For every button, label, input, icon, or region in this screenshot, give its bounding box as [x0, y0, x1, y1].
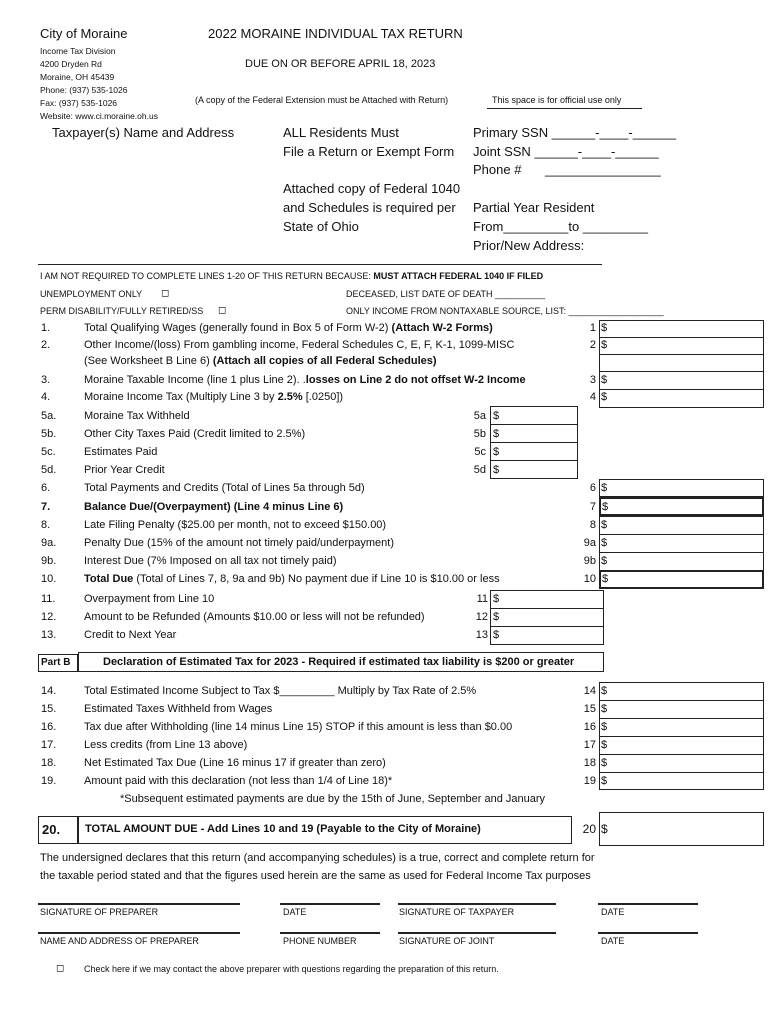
line-18-amount[interactable]: $: [601, 757, 608, 769]
residents-line-1: ALL Residents Must: [283, 125, 399, 140]
line-18-ref: 18: [583, 757, 596, 769]
line-17-number: 17.: [41, 739, 57, 751]
sig-preparer-label: SIGNATURE OF PREPARER: [40, 907, 159, 917]
subsequent-payments-note: *Subsequent estimated payments are due by the 15th of June, September and January: [120, 793, 545, 805]
line-5a-label: Moraine Tax Withheld: [84, 410, 190, 422]
phone-number-line[interactable]: [280, 932, 380, 934]
line-16-number: 16.: [41, 721, 57, 733]
line-2-sublabel: [84, 355, 437, 367]
line-15-amount[interactable]: $: [601, 703, 608, 715]
section-divider: [38, 264, 602, 265]
line-5a-number: 5a.: [41, 410, 57, 422]
line-8-number: 8.: [41, 519, 51, 531]
line-8-ref: 8: [589, 519, 596, 531]
line-1-number: 1.: [41, 322, 51, 334]
line-4-amount[interactable]: $: [601, 391, 608, 403]
declaration-line-1: The undersigned declares that this return (and accompanying schedules) is a true, correct and complete return for: [40, 852, 595, 864]
date-3-label: DATE: [601, 936, 625, 946]
line-12-ref: 12: [475, 611, 488, 623]
line-14-ref: 14: [583, 685, 596, 697]
line-13-ref: 13: [475, 629, 488, 641]
official-use-underline: [487, 108, 642, 109]
line-15-number: 15.: [41, 703, 57, 715]
fax: Fax: (937) 535-1026: [40, 98, 118, 108]
perm-disability-label: PERM DISABILITY/FULLY RETIRED/SS: [40, 306, 204, 316]
line-17-amount[interactable]: $: [601, 739, 608, 751]
line-15-label: Estimated Taxes Withheld from Wages: [84, 703, 273, 715]
taxpayer-label: Taxpayer(s) Name and Address: [52, 125, 235, 140]
phone-field[interactable]: ________________: [545, 162, 661, 177]
line-4-label: [84, 391, 343, 403]
row-divider: [599, 718, 764, 719]
line-2-sub-plain: (See Worksheet B Line 6): [84, 355, 213, 367]
lines-8-9-box: [599, 516, 764, 571]
line-6-label: Total Payments and Credits (Total of Lines 5a through 5d): [84, 482, 365, 494]
row-divider: [599, 354, 764, 355]
city-name: City of Moraine: [40, 26, 128, 41]
line-7-box: [599, 497, 764, 516]
line-8-label: Late Filing Penalty ($25.00 per month, not to exceed $150.00): [84, 519, 387, 531]
line-19-amount[interactable]: $: [601, 775, 608, 787]
line-1-ref: 1: [589, 322, 596, 334]
row-divider: [599, 736, 764, 737]
date-3-line[interactable]: [598, 932, 698, 934]
attached-line-1: Attached copy of Federal 1040: [283, 181, 461, 196]
line-3-label: [84, 374, 526, 386]
lines-1-4-amount-box: [599, 320, 764, 408]
line-20-label: TOTAL AMOUNT DUE - Add Lines 10 and 19 (Payable to the City of Moraine): [85, 823, 481, 835]
line-11-amount[interactable]: $: [493, 593, 500, 605]
line-18-label: Net Estimated Tax Due (Line 16 minus 17 if greater than zero): [84, 757, 386, 769]
row-divider: [599, 552, 764, 553]
line-13-number: 13.: [41, 629, 57, 641]
line-12-label: Amount to be Refunded (Amounts $10.00 or less will not be refunded): [84, 611, 425, 623]
line-2-label: Other Income/(loss) From gambling income, Federal Schedules C, E, F, K-1, 1099-MISC: [84, 339, 515, 351]
line-11-ref: 11: [476, 593, 488, 605]
exempt-heading-bold: MUST ATTACH FEDERAL 1040 IF FILED: [373, 271, 544, 281]
deceased-field[interactable]: DECEASED, LIST DATE OF DEATH __________: [346, 289, 546, 299]
line-5c-amount[interactable]: $: [493, 446, 500, 458]
line-1-label: [84, 322, 493, 334]
address-line-2: Moraine, OH 45439: [40, 72, 115, 82]
line-5a-amount[interactable]: $: [493, 410, 500, 422]
line-4-bold: 2.5%: [277, 391, 303, 403]
address-line-1: 4200 Dryden Rd: [40, 59, 102, 69]
line-5b-amount[interactable]: $: [493, 428, 500, 440]
row-divider: [599, 371, 764, 372]
line-9a-number: 9a.: [41, 537, 57, 549]
row-divider: [599, 754, 764, 755]
line-10-box: [599, 570, 764, 589]
row-divider: [490, 424, 578, 425]
line-5d-label: Prior Year Credit: [84, 464, 165, 476]
line-12-number: 12.: [41, 611, 57, 623]
row-divider: [490, 460, 578, 461]
exempt-heading: [40, 271, 543, 281]
line-10-amount[interactable]: $: [602, 573, 609, 585]
lines-11-13-amount-box: [490, 590, 604, 645]
part-b-label: Part B: [41, 657, 71, 668]
unemployment-only-label: UNEMPLOYMENT ONLY: [40, 289, 143, 299]
line-8-amount[interactable]: $: [601, 519, 608, 531]
line-5b-ref: 5b: [473, 428, 486, 440]
contact-preparer-checkbox[interactable]: ◻: [56, 963, 65, 974]
attached-line-2: and Schedules is required per: [283, 200, 456, 215]
line-6-amount[interactable]: $: [601, 482, 608, 494]
name-preparer-label: NAME AND ADDRESS OF PREPARER: [40, 936, 199, 946]
line-10-label: [84, 573, 500, 585]
line-9a-amount[interactable]: $: [601, 537, 608, 549]
line-3-bold: losses on Line 2 do not offset W-2 Income: [305, 374, 526, 386]
line-14-amount[interactable]: $: [601, 685, 608, 697]
line-14-label: Total Estimated Income Subject to Tax $_________ Multiply by Tax Rate of 2.5%: [84, 685, 477, 697]
line-20-amount[interactable]: $: [601, 822, 608, 836]
line-5d-amount[interactable]: $: [493, 464, 500, 476]
phone-label: Phone #: [473, 162, 522, 177]
line-11-label: Overpayment from Line 10: [84, 593, 215, 605]
date-2-line[interactable]: [598, 903, 698, 905]
division: Income Tax Division: [40, 46, 116, 56]
line-14-number: 14.: [41, 685, 57, 697]
line-1-amount[interactable]: $: [601, 322, 608, 334]
line-9b-ref: 9b: [583, 555, 596, 567]
extension-note: (A copy of the Federal Extension must be Attached with Return): [195, 95, 449, 105]
line-11-number: 11.: [41, 593, 56, 605]
line-5b-number: 5b.: [41, 428, 57, 440]
line-9a-label: Penalty Due (15% of the amount not timely paid/underpayment): [84, 537, 395, 549]
line-5d-ref: 5d: [473, 464, 486, 476]
line-16-amount[interactable]: $: [601, 721, 608, 733]
line-9b-number: 9b.: [41, 555, 57, 567]
exempt-heading-plain: I AM NOT REQUIRED TO COMPLETE LINES 1-20 OF THIS RETURN BECAUSE:: [40, 271, 374, 281]
date-1-line[interactable]: [280, 903, 380, 905]
line-2-sub-bold: (Attach all copies of all Federal Schedules): [212, 355, 437, 367]
sig-joint-label: SIGNATURE OF JOINT: [399, 936, 495, 946]
sig-joint-line[interactable]: [398, 932, 556, 934]
line-9b-label: Interest Due (7% Imposed on all tax not timely paid): [84, 555, 337, 567]
line-20-amount-box: [599, 812, 764, 846]
row-divider: [599, 700, 764, 701]
form-title: 2022 MORAINE INDIVIDUAL TAX RETURN: [208, 26, 463, 41]
sig-preparer-line[interactable]: [38, 903, 240, 905]
line-17-ref: 17: [583, 739, 596, 751]
line-16-ref: 16: [583, 721, 596, 733]
line-19-label: Amount paid with this declaration (not less than 1/4 of Line 18)*: [84, 775, 393, 787]
line-15-ref: 15: [583, 703, 596, 715]
line-12-amount[interactable]: $: [493, 611, 500, 623]
line-4-ref: 4: [589, 391, 596, 403]
line-5c-ref: 5c: [474, 446, 486, 458]
nontaxable-field[interactable]: ONLY INCOME FROM NONTAXABLE SOURCE, LIST: ___________________: [346, 306, 664, 316]
attached-line-3: State of Ohio: [283, 219, 359, 234]
row-divider: [490, 608, 604, 609]
line-19-number: 19.: [41, 775, 57, 787]
line-3-ref: 3: [589, 374, 596, 386]
partial-year-label: Partial Year Resident: [473, 200, 595, 215]
line-17-label: Less credits (from Line 13 above): [84, 739, 248, 751]
line-1-plain: Total Qualifying Wages (generally found in Box 5 of Form W-2): [84, 322, 392, 334]
line-7-number: 7.: [41, 501, 51, 513]
line-10-plain: (Total of Lines 7, 8, 9a and 9b) No payment due if Line 10 is $10.00 or less: [133, 573, 500, 585]
row-divider: [599, 337, 764, 338]
line-19-ref: 19: [583, 775, 596, 787]
prior-address-label: Prior/New Address:: [473, 238, 585, 253]
part-b-title: Declaration of Estimated Tax for 2023 - Required if estimated tax liability is $200 or greater: [103, 656, 575, 668]
line-6-number: 6.: [41, 482, 51, 494]
primary-ssn-field[interactable]: Primary SSN ______-____-______: [473, 125, 677, 140]
line-5d-number: 5d.: [41, 464, 57, 476]
phone-number-label: PHONE NUMBER: [283, 936, 357, 946]
line-5a-ref: 5a: [473, 410, 486, 422]
phone: Phone: (937) 535-1026: [40, 85, 128, 95]
line-4-plain: Moraine Income Tax (Multiply Line 3 by: [84, 391, 278, 403]
row-divider: [599, 389, 764, 390]
row-divider: [599, 772, 764, 773]
joint-ssn-field[interactable]: Joint SSN ______-____-______: [473, 144, 659, 159]
declaration-line-2: the taxable period stated and that the figures used herein are the same as used for Federal Income Tax purposes: [40, 870, 591, 882]
official-use-note: This space is for official use only: [492, 95, 622, 105]
date-1-label: DATE: [283, 907, 307, 917]
perm-disability-checkbox[interactable]: ◻: [218, 305, 227, 316]
line-13-amount[interactable]: $: [493, 629, 500, 641]
due-date: DUE ON OR BEFORE APRIL 18, 2023: [245, 58, 436, 70]
from-to-field[interactable]: From_________to _________: [473, 219, 648, 234]
name-preparer-line[interactable]: [38, 932, 240, 934]
line-1-bold: (Attach W-2 Forms): [391, 322, 493, 334]
line-7-ref: 7: [589, 501, 596, 513]
line-13-label: Credit to Next Year: [84, 629, 177, 641]
line-20-number: 20.: [42, 822, 61, 837]
line-7-amount[interactable]: $: [602, 501, 609, 513]
line-3-amount[interactable]: $: [601, 374, 608, 386]
line-7-label: Balance Due/(Overpayment) (Line 4 minus Line 6): [84, 501, 344, 513]
row-divider: [490, 626, 604, 627]
line-10-bold: Total Due: [84, 573, 134, 585]
line-2-number: 2.: [41, 339, 51, 351]
line-5b-label: Other City Taxes Paid (Credit limited to 2.5%): [84, 428, 306, 440]
contact-preparer-label: Check here if we may contact the above preparer with questions regarding the preparation of this return.: [84, 964, 499, 974]
line-9a-ref: 9a: [583, 537, 596, 549]
line-3-plain: Moraine Taxable Income (line 1 plus Line 2). .: [84, 374, 306, 386]
line-5c-number: 5c.: [41, 446, 56, 458]
line-5c-label: Estimates Paid: [84, 446, 158, 458]
website: Website: www.ci.moraine.oh.us: [40, 111, 158, 121]
row-divider: [599, 534, 764, 535]
sig-taxpayer-line[interactable]: [398, 903, 556, 905]
row-divider: [490, 442, 578, 443]
line-2-ref: 2: [589, 339, 596, 351]
line-6-ref: 6: [589, 482, 596, 494]
residents-line-2: File a Return or Exempt Form: [283, 144, 455, 159]
line-6-box: [599, 479, 764, 497]
line-3-number: 3.: [41, 374, 51, 386]
line-2-amount[interactable]: $: [601, 339, 608, 351]
sig-taxpayer-label: SIGNATURE OF TAXPAYER: [399, 907, 515, 917]
line-20-ref: 20: [582, 822, 596, 836]
line-16-label: Tax due after Withholding (line 14 minus Line 15) STOP if this amount is less than $0.00: [84, 721, 513, 733]
line-4-number: 4.: [41, 391, 51, 403]
line-10-number: 10.: [41, 573, 57, 585]
date-2-label: DATE: [601, 907, 625, 917]
line-4-end: [.0250]): [302, 391, 344, 403]
unemployment-checkbox[interactable]: ◻: [161, 288, 170, 299]
line-18-number: 18.: [41, 757, 57, 769]
line-10-ref: 10: [583, 573, 596, 585]
line-9b-amount[interactable]: $: [601, 555, 608, 567]
